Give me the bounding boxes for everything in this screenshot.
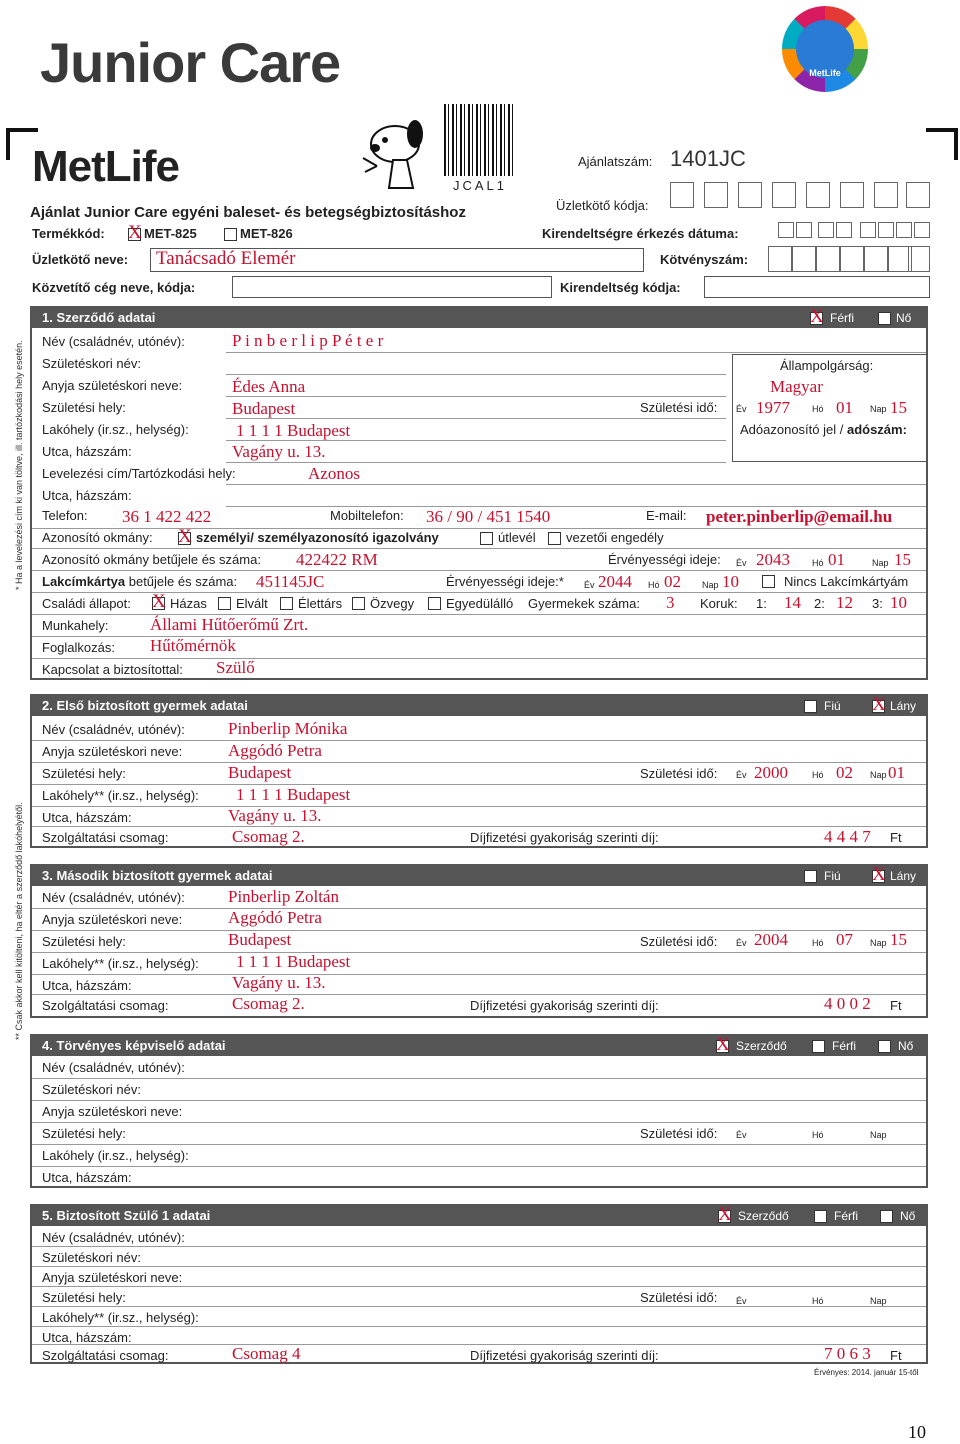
parent-mother-label: Anyja születéskori neve: — [42, 1270, 183, 1285]
child1-birthdate-label: Születési idő: — [640, 766, 718, 781]
male-mark: X — [810, 306, 824, 327]
branch-code-field[interactable] — [704, 276, 930, 298]
child2-birth-month[interactable]: 07 — [836, 930, 853, 949]
branch-code-label: Kirendeltség kódja: — [560, 280, 681, 295]
partner-label: Élettárs — [298, 596, 343, 611]
parent-residence-label: Lakóhely** (ir.sz., helység): — [42, 1310, 199, 1325]
name-label: Név (családnév, utónév): — [42, 334, 185, 349]
age1-label: 1: — [756, 596, 767, 611]
male-checkbox[interactable] — [814, 1210, 827, 1223]
widowed-checkbox[interactable] — [352, 597, 365, 610]
day-label: Nap — [870, 770, 887, 780]
phone-label: Telefon: — [42, 508, 88, 523]
relation-label: Kapcsolat a biztosítottal: — [42, 662, 183, 677]
girl-label: Lány — [890, 699, 917, 713]
occupation-label: Foglalkozás: — [42, 640, 115, 655]
female-label: Nő — [898, 1039, 914, 1053]
address-card-validity-label: Érvényességi ideje:* — [446, 574, 564, 589]
birth-day[interactable]: 15 — [890, 398, 907, 417]
id-doc-label: Azonosító okmány: — [42, 530, 153, 545]
form-title: Ajánlat Junior Care egyéni baleset- és betegségbiztosításhoz — [30, 204, 466, 221]
side-note-2: ** Csak akkor kell kitölteni, ha eltér a szerződő lakóhelyétől. — [14, 802, 24, 1040]
parent-name-label: Név (családnév, utónév): — [42, 1230, 185, 1245]
girl-label: Lány — [890, 869, 917, 883]
contractor-mark: X — [716, 1034, 730, 1055]
rep-name-label: Név (családnév, utónév): — [42, 1060, 185, 1075]
male-label: Férfi — [830, 311, 854, 325]
name-value[interactable]: P i n b e r l i p P é t e r — [232, 331, 384, 350]
child1-name-label: Név (családnév, utónév): — [42, 722, 185, 737]
rep-street-label: Utca, házszám: — [42, 1170, 132, 1185]
child1-name-value[interactable]: Pinberlip Mónika — [228, 719, 348, 738]
citizenship-value[interactable]: Magyar — [770, 377, 823, 396]
residence-label: Lakóhely (ir.sz., helység): — [42, 422, 189, 437]
offer-number-label: Ajánlatszám: — [578, 154, 653, 169]
day-label: Nap — [702, 580, 719, 590]
id-number-value[interactable]: 422422 RM — [296, 550, 378, 569]
month-label: Hó — [648, 580, 660, 590]
day-label: Nap — [870, 938, 887, 948]
barcode-text: JCAL1 — [452, 178, 508, 193]
child2-fee-value[interactable]: 4 0 0 2 — [824, 994, 871, 1013]
single-checkbox[interactable] — [428, 597, 441, 610]
child2-package-value[interactable]: Csomag 2. — [232, 994, 305, 1013]
side-note-1: * Ha a levelezési cím ki van töltve, ill. tartózkodási hely esetén. — [14, 340, 24, 590]
age2-label: 2: — [814, 596, 825, 611]
child1-residence-value[interactable]: 1 1 1 1 Budapest — [236, 785, 351, 804]
id-validity-label: Érvényességi ideje: — [608, 552, 721, 567]
workplace-value[interactable]: Állami Hűtőerőmű Zrt. — [150, 615, 309, 634]
year-label: Év — [736, 770, 747, 780]
driving-licence-label: vezetői engedély — [566, 530, 664, 545]
child1-birthplace-label: Születési hely: — [42, 766, 126, 781]
widowed-label: Özvegy — [370, 596, 415, 611]
child1-birth-day[interactable]: 01 — [888, 763, 905, 782]
policy-number-boxes[interactable] — [768, 246, 930, 272]
married-label: Házas — [170, 596, 207, 611]
contractor-mark: X — [718, 1204, 732, 1225]
parent-package-value[interactable]: Csomag 4 — [232, 1344, 301, 1363]
page-number: 10 — [908, 1422, 926, 1442]
id-valid-month[interactable]: 01 — [828, 550, 845, 569]
birthplace-label: Születési hely: — [42, 400, 126, 415]
agent-name-value: Tanácsadó Elemér — [156, 248, 296, 269]
agent-code-label: Üzletkötő kódja: — [556, 198, 649, 213]
child1-fee-label: Díjfizetési gyakoriság szerinti díj: — [470, 830, 659, 845]
passport-label: útlevél — [498, 530, 536, 545]
street-value[interactable]: Vagány u. 13. — [232, 442, 326, 461]
mobile-value[interactable]: 36 / 90 / 451 1540 — [426, 507, 551, 526]
year-label: Év — [736, 1296, 747, 1306]
rep-birthplace-label: Születési hely: — [42, 1126, 126, 1141]
parent-package-label: Szolgáltatási csomag: — [42, 1348, 169, 1363]
children-value[interactable]: 3 — [666, 593, 675, 612]
month-label: Hó — [812, 404, 824, 414]
section-3-header — [32, 866, 926, 886]
street-label: Utca, házszám: — [42, 444, 132, 459]
day-label: Nap — [870, 404, 887, 414]
day-label: Nap — [870, 1130, 887, 1140]
address-card-label — [42, 574, 237, 589]
divorced-checkbox[interactable] — [218, 597, 231, 610]
child1-birthplace-value[interactable]: Budapest — [228, 763, 292, 782]
year-label: Év — [584, 580, 595, 590]
girl-mark: X — [872, 864, 886, 885]
section-3-title: 3. Második biztosított gyermek adatai — [42, 868, 273, 883]
female-checkbox[interactable] — [878, 312, 891, 325]
child1-package-value[interactable]: Csomag 2. — [232, 827, 305, 846]
contractor-label: Szerződő — [736, 1039, 787, 1053]
children-label: Gyermekek száma: — [528, 596, 640, 611]
valid-from-note: Érvényes: 2014. január 15-től — [814, 1368, 919, 1377]
year-label: Év — [736, 938, 747, 948]
child1-mother-label: Anyja születéskori neve: — [42, 744, 183, 759]
barcode — [444, 104, 516, 176]
birth-month[interactable]: 01 — [836, 398, 853, 417]
id-valid-year[interactable]: 2043 — [756, 550, 790, 569]
child2-mother-value[interactable]: Aggódó Petra — [228, 908, 322, 927]
child2-package-label: Szolgáltatási csomag: — [42, 998, 169, 1013]
child2-ft-label: Ft — [890, 998, 902, 1013]
child1-street-value[interactable]: Vagány u. 13. — [228, 806, 322, 825]
occupation-value[interactable]: Hűtőmérnök — [150, 636, 236, 655]
agent-name-label: Üzletkötő neve: — [32, 252, 129, 267]
address-card-value[interactable]: 451145JC — [256, 572, 325, 591]
birthdate-label: Születési idő: — [640, 400, 718, 415]
mail-label: Levelezési cím/Tartózkodási hely: — [42, 466, 236, 481]
address-card-text: betűjele és száma: — [125, 574, 238, 589]
policy-number-label: Kötvényszám: — [660, 252, 749, 267]
child1-mother-value[interactable]: Aggódó Petra — [228, 741, 322, 760]
email-value[interactable]: peter.pinberlip@email.hu — [706, 507, 893, 526]
boy-label: Fiú — [824, 699, 841, 713]
id-number-label: Azonosító okmány betűjele és száma: — [42, 552, 261, 567]
address-card-bold: Lakcímkártya — [42, 574, 126, 589]
parent-ft-label: Ft — [890, 1348, 902, 1363]
agent-code-boxes[interactable] — [670, 182, 930, 214]
passport-checkbox[interactable] — [480, 532, 493, 545]
male-label: Férfi — [832, 1039, 856, 1053]
child2-residence-value[interactable]: 1 1 1 1 Budapest — [236, 952, 351, 971]
citizenship-label: Állampolgárság: — [780, 358, 874, 373]
age2-value[interactable]: 12 — [836, 593, 853, 612]
month-label: Hó — [812, 1296, 824, 1306]
girl-mark: X — [872, 694, 886, 715]
junior-care-logo — [782, 6, 868, 92]
section-5-title: 5. Biztosított Szülő 1 adatai — [42, 1208, 211, 1223]
rep-birth-name-label: Születéskori név: — [42, 1082, 141, 1097]
product-code-label: Termékkód: — [32, 226, 105, 241]
section-child-1 — [30, 694, 928, 848]
single-label: Egyedülálló — [446, 596, 514, 611]
female-checkbox[interactable] — [880, 1210, 893, 1223]
child1-ft-label: Ft — [890, 830, 902, 845]
mother-label: Anyja születéskori neve: — [42, 378, 183, 393]
no-card-label: Nincs Lakcímkártyám — [784, 574, 909, 589]
child2-birthplace-value[interactable]: Budapest — [228, 930, 292, 949]
metlife-logo: MetLife — [32, 142, 179, 191]
mail-value[interactable]: Azonos — [308, 464, 360, 483]
brand-title: Junior Care — [40, 31, 341, 94]
address-card-valid-year[interactable]: 2044 — [598, 572, 632, 591]
tax-label-bold: adószám: — [846, 422, 907, 437]
child2-residence-label: Lakóhely** (ir.sz., helység): — [42, 956, 199, 971]
section-2-header — [32, 696, 926, 716]
tax-label — [740, 422, 907, 437]
child2-birthdate-label: Születési idő: — [640, 934, 718, 949]
section-1-header — [32, 308, 926, 328]
child2-name-value[interactable]: Pinberlip Zoltán — [228, 887, 339, 906]
year-label: Év — [736, 558, 747, 568]
month-label: Hó — [812, 558, 824, 568]
section-5-header — [32, 1206, 926, 1226]
female-label: Nő — [896, 311, 912, 325]
year-label: Év — [736, 404, 747, 414]
relation-value[interactable]: Szülő — [216, 658, 255, 677]
boy-checkbox[interactable] — [804, 870, 817, 883]
child2-birthplace-label: Születési hely: — [42, 934, 126, 949]
section-1-title: 1. Szerződő adatai — [42, 310, 156, 325]
child2-birth-year[interactable]: 2004 — [754, 930, 788, 949]
broker-field[interactable] — [232, 276, 552, 298]
female-label: Nő — [900, 1209, 916, 1223]
child1-residence-label: Lakóhely** (ir.sz., helység): — [42, 788, 199, 803]
year-label: Év — [736, 1130, 747, 1140]
snoopy-icon — [355, 104, 445, 190]
marital-label: Családi állapot: — [42, 596, 131, 611]
parent-birthplace-label: Születési hely: — [42, 1290, 126, 1305]
tax-label-text: Adóazonosító jel / — [740, 422, 847, 437]
married-mark: X — [152, 591, 166, 612]
month-label: Hó — [812, 770, 824, 780]
day-label: Nap — [870, 1296, 887, 1306]
male-checkbox[interactable] — [812, 1040, 825, 1053]
female-checkbox[interactable] — [878, 1040, 891, 1053]
residence-value[interactable]: 1 1 1 1 Budapest — [236, 421, 351, 440]
parent-birthdate-label: Születési idő: — [640, 1290, 718, 1305]
rep-mother-label: Anyja születéskori neve: — [42, 1104, 183, 1119]
child1-fee-value[interactable]: 4 4 4 7 — [824, 827, 871, 846]
contractor-label: Szerződő — [738, 1209, 789, 1223]
month-label: Hó — [812, 1130, 824, 1140]
partner-checkbox[interactable] — [280, 597, 293, 610]
day-label: Nap — [872, 558, 889, 568]
child2-birth-day[interactable]: 15 — [890, 930, 907, 949]
driving-licence-checkbox[interactable] — [548, 532, 561, 545]
month-label: Hó — [812, 938, 824, 948]
mother-value[interactable]: Édes Anna — [232, 377, 306, 396]
boy-label: Fiú — [824, 869, 841, 883]
age3-value[interactable]: 10 — [890, 593, 907, 612]
product-826-label: MET-826 — [240, 226, 293, 241]
no-card-checkbox[interactable] — [762, 575, 775, 588]
parent-street-label: Utca, házszám: — [42, 1330, 132, 1345]
section-4-title: 4. Törvényes képviselő adatai — [42, 1038, 226, 1053]
product-825-mark: X — [128, 222, 142, 243]
branch-arrival-label: Kirendeltségre érkezés dátuma: — [542, 226, 739, 241]
child2-street-value[interactable]: Vagány u. 13. — [232, 973, 326, 992]
address-card-valid-day[interactable]: 10 — [722, 572, 739, 591]
phone-value[interactable]: 36 1 422 422 — [122, 507, 212, 526]
parent-fee-label: Díjfizetési gyakoriság szerinti díj: — [470, 1348, 659, 1363]
offer-number: 1401JC — [670, 146, 746, 171]
product-826-checkbox[interactable] — [224, 228, 237, 241]
id-card-label: személyi/ személyazonosító igazolvány — [196, 530, 439, 545]
birth-year[interactable]: 1977 — [756, 398, 790, 417]
street2-label: Utca, házszám: — [42, 488, 132, 503]
age1-value[interactable]: 14 — [784, 593, 801, 612]
boy-checkbox[interactable] — [804, 700, 817, 713]
workplace-label: Munkahely: — [42, 618, 109, 633]
child1-birth-month[interactable]: 02 — [836, 763, 853, 782]
broker-label: Közvetítő cég neve, kódja: — [32, 280, 196, 295]
age-label: Koruk: — [700, 596, 738, 611]
parent-fee-value[interactable]: 7 0 6 3 — [824, 1344, 871, 1363]
logo-text: MetLife — [809, 68, 841, 78]
child2-fee-label: Díjfizetési gyakoriság szerinti díj: — [470, 998, 659, 1013]
rep-birthdate-label: Születési idő: — [640, 1126, 718, 1141]
section-4-header — [32, 1036, 926, 1056]
corner-mark — [926, 128, 958, 160]
birthplace-value[interactable]: Budapest — [232, 399, 296, 418]
product-825-label: MET-825 — [144, 226, 197, 241]
id-card-mark: X — [178, 526, 192, 547]
child1-street-label: Utca, házszám: — [42, 810, 132, 825]
age3-label: 3: — [872, 596, 883, 611]
branch-arrival-boxes[interactable] — [778, 220, 930, 242]
email-label: E-mail: — [646, 508, 687, 523]
section-2-title: 2. Első biztosított gyermek adatai — [42, 698, 248, 713]
child2-street-label: Utca, házszám: — [42, 978, 132, 993]
address-card-valid-month[interactable]: 02 — [664, 572, 681, 591]
child1-birth-year[interactable]: 2000 — [754, 763, 788, 782]
child2-name-label: Név (családnév, utónév): — [42, 890, 185, 905]
rep-residence-label: Lakóhely (ir.sz., helység): — [42, 1148, 189, 1163]
child1-package-label: Szolgáltatási csomag: — [42, 830, 169, 845]
mobile-label: Mobiltelefon: — [330, 508, 404, 523]
male-label: Férfi — [834, 1209, 858, 1223]
parent-birth-name-label: Születéskori név: — [42, 1250, 141, 1265]
id-valid-day[interactable]: 15 — [894, 550, 911, 569]
child2-mother-label: Anyja születéskori neve: — [42, 912, 183, 927]
birth-name-label: Születéskori név: — [42, 356, 141, 371]
divorced-label: Elvált — [236, 596, 268, 611]
